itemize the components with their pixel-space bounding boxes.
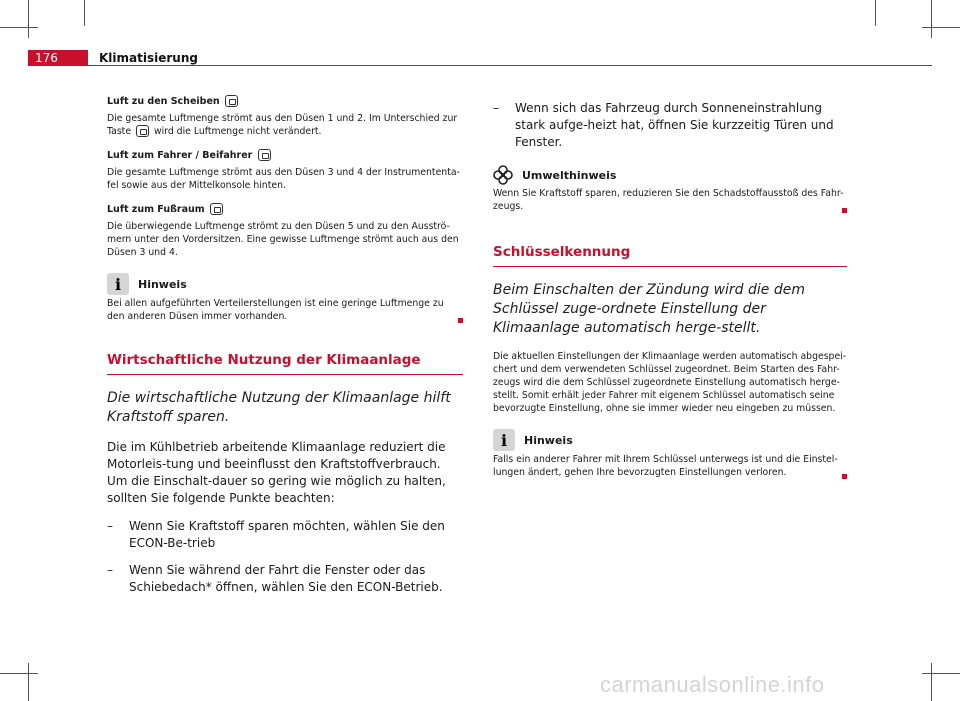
paragraph-text: Die gesamte Luftmenge strömt aus den Düsen 1 und 2. Im Unterschied zur Taste bbox=[107, 113, 458, 137]
section-body: Die aktuellen Einstellungen der Klimaanlage werden automatisch abgespei-chert und dem verwendeten Schlüssel zugeordnet. Beim Starten des Fahr-zeugs wird die dem Schlüssel zugeordnete Einstellung automatisch herge-stellt. Somit erhält jeder Fahrer mit eigenem Schlüssel automatisch seine bevorzugte Einstellung, ohne sie immer wieder neu eingeben zu müssen. bbox=[493, 351, 847, 414]
crop-mark bbox=[84, 0, 85, 26]
subheading-text: Luft zum Fußraum bbox=[107, 204, 205, 215]
note-title: Hinweis bbox=[524, 433, 573, 447]
crop-mark bbox=[922, 27, 960, 28]
env-note-header bbox=[493, 165, 847, 185]
note-header bbox=[493, 429, 847, 451]
paragraph bbox=[107, 112, 463, 138]
note-title: Hinweis bbox=[138, 277, 187, 291]
paragraph-text: wird die Luftmenge nicht verändert. bbox=[153, 126, 322, 137]
crop-mark bbox=[931, 0, 932, 38]
subheading-text: Luft zum Fahrer / Beifahrer bbox=[107, 150, 253, 161]
left-column bbox=[107, 95, 463, 606]
list-item: – Wenn sich das Fahrzeug durch Sonneneinstrahlung stark aufge-heizt hat, öffnen Sie kurzzeitig Türen und Fenster. bbox=[493, 100, 847, 151]
list-item-text: Wenn Sie während der Fahrt die Fenster oder das Schiebedach* öffnen, wählen Sie den ECON-Betrieb. bbox=[129, 563, 443, 594]
info-icon: i bbox=[493, 429, 515, 451]
section-body: Die im Kühlbetrieb arbeitende Klimaanlage reduziert die Motorleis-tung und beeinflusst den Kraftstoffverbrauch. Um die Einschalt-dauer so gering wie möglich zu halten, sollten Sie folgende Punkte beachten: bbox=[107, 440, 446, 505]
face-vent-button-icon bbox=[258, 149, 271, 161]
end-square-icon bbox=[458, 318, 463, 323]
env-note-title: Umwelthinweis bbox=[522, 168, 617, 182]
note-text: Falls ein anderer Fahrer mit Ihrem Schlüssel unterwegs ist und die Einstel-lungen ändert, gehen Ihre bevorzugten Einstellungen verloren. bbox=[493, 454, 838, 478]
section-title: Wirtschaftliche Nutzung der Klimaanlage bbox=[107, 352, 463, 375]
footwell-button-icon bbox=[210, 203, 223, 215]
environment-flower-icon bbox=[493, 165, 513, 185]
chapter-title: Klimatisierung bbox=[99, 51, 198, 65]
crop-mark bbox=[0, 27, 38, 28]
crop-mark bbox=[28, 663, 29, 701]
note-text: Bei allen aufgeführten Verteilerstellungen ist eine geringe Luftmenge zu den anderen Düsen immer vorhanden. bbox=[107, 298, 444, 322]
windscreen-button-icon bbox=[225, 95, 238, 107]
crop-mark bbox=[931, 663, 932, 701]
subheading-text: Luft zu den Scheiben bbox=[107, 96, 220, 107]
crop-mark bbox=[922, 673, 960, 674]
subheading-footwell bbox=[107, 203, 463, 216]
subheading-windscreen bbox=[107, 95, 463, 108]
end-square-icon bbox=[842, 208, 847, 213]
end-square-icon bbox=[842, 474, 847, 479]
defrost-button-icon bbox=[136, 125, 149, 137]
paragraph: Die gesamte Luftmenge strömt aus den Düsen 3 und 4 der Instrumententa-fel sowie aus der Mittelkonsole hinten. bbox=[107, 167, 460, 191]
header-rule bbox=[88, 65, 932, 66]
section-lead: Die wirtschaftliche Nutzung der Klimaanlage hilft Kraftstoff sparen. bbox=[107, 390, 451, 425]
section-end bbox=[493, 208, 847, 214]
watermark: carmanualsonline.info bbox=[600, 672, 825, 697]
page-header bbox=[0, 50, 960, 66]
crop-mark bbox=[28, 0, 29, 38]
list-item: – Wenn Sie Kraftstoff sparen möchten, wählen Sie den ECON-Be-trieb bbox=[107, 518, 463, 552]
section-title: Schlüsselkennung bbox=[493, 244, 847, 267]
subheading-driver bbox=[107, 149, 463, 162]
list-item-text: Wenn sich das Fahrzeug durch Sonneneinstrahlung stark aufge-heizt hat, öffnen Sie kurzzeitig Türen und Fenster. bbox=[515, 101, 834, 149]
list-item: – Wenn Sie während der Fahrt die Fenster oder das Schiebedach* öffnen, wählen Sie den ECON-Betrieb. bbox=[107, 562, 463, 596]
crop-mark bbox=[875, 0, 876, 26]
list-item-text: Wenn Sie Kraftstoff sparen möchten, wählen Sie den ECON-Be-trieb bbox=[129, 519, 445, 550]
info-icon: i bbox=[107, 273, 129, 295]
crop-mark bbox=[0, 673, 38, 674]
paragraph: Die überwiegende Luftmenge strömt zu den Düsen 5 und zu den Ausströ-mern unter den Vordersitzen. Eine gewisse Luftmenge strömt auch aus den Düsen 3 und 4. bbox=[107, 221, 459, 258]
page-number: 176 bbox=[28, 50, 88, 66]
section-lead: Beim Einschalten der Zündung wird die dem Schlüssel zuge-ordnete Einstellung der Klimaanlage automatisch herge-stellt. bbox=[493, 282, 805, 336]
note-header bbox=[107, 273, 463, 295]
right-column bbox=[493, 100, 847, 492]
env-note-text: Wenn Sie Kraftstoff sparen, reduzieren Sie den Schadstoffausstoß des Fahr-zeugs. bbox=[493, 188, 844, 212]
